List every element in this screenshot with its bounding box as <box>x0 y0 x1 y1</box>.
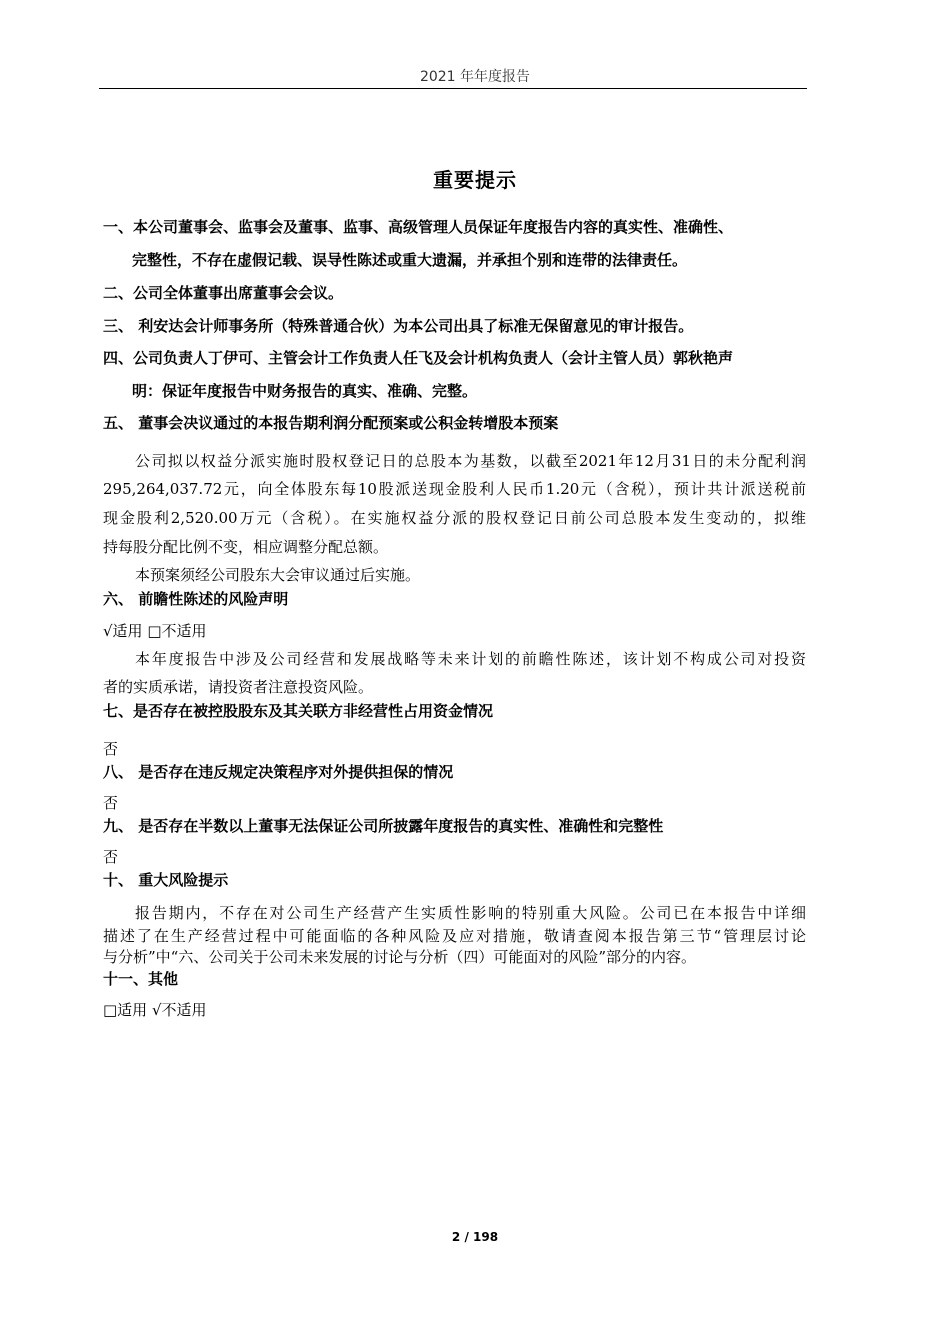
item-10-heading: 十、 重大风险提示 <box>103 871 229 889</box>
item-5-paragraph-2: 本预案须经公司股东大会审议通过后实施。 <box>135 566 421 584</box>
item-5-paragraph-line-1: 公司拟以权益分派实施时股权登记日的总股本为基数，以截至2021年12月31日的未分配利润 <box>135 452 806 470</box>
item-1-line-1: 一、本公司董事会、监事会及董事、监事、高级管理人员保证年度报告内容的真实性、准确性、 <box>103 218 734 236</box>
item-3: 三、 利安达会计师事务所（特殊普通合伙）为本公司出具了标准无保留意见的审计报告。 <box>103 317 694 335</box>
item-10-paragraph-line-3: 与分析”中“六、公司关于公司未来发展的讨论与分析（四）可能面对的风险”部分的内容。 <box>103 948 697 966</box>
item-11-applicability: □适用 √不适用 <box>103 1001 207 1019</box>
item-6-paragraph-line-1: 本年度报告中涉及公司经营和发展战略等未来计划的前瞻性陈述，该计划不构成公司对投资 <box>135 650 806 668</box>
header-divider <box>99 88 807 89</box>
item-2: 二、公司全体董事出席董事会会议。 <box>103 284 344 302</box>
page-title: 重要提示 <box>433 168 517 192</box>
item-5-heading: 五、 董事会决议通过的本报告期利润分配预案或公积金转增股本预案 <box>103 414 559 432</box>
item-5-paragraph-line-2: 295,264,037.72元，向全体股东每10股派送现金股利人民币1.20元（含税），预计共计派送税前 <box>103 480 806 498</box>
item-9-answer: 否 <box>103 848 119 866</box>
item-6-applicability: √适用 □不适用 <box>103 622 207 640</box>
item-6-heading: 六、 前瞻性陈述的风险声明 <box>103 590 289 608</box>
item-4-line-2: 明：保证年度报告中财务报告的真实、准确、完整。 <box>132 382 478 400</box>
item-9-heading: 九、 是否存在半数以上董事无法保证公司所披露年度报告的真实性、准确性和完整性 <box>103 817 664 835</box>
page-number: 2 / 198 <box>451 1230 499 1244</box>
item-8-heading: 八、 是否存在违反规定决策程序对外提供担保的情况 <box>103 763 454 781</box>
item-8-answer: 否 <box>103 794 119 812</box>
item-10-paragraph-line-2: 描述了在生产经营过程中可能面临的各种风险及应对措施，敬请查阅本报告第三节“管理层讨论 <box>103 927 806 945</box>
item-1-line-2: 完整性，不存在虚假记载、误导性陈述或重大遗漏，并承担个别和连带的法律责任。 <box>132 251 688 269</box>
item-5-paragraph-line-3: 现金股利2,520.00万元（含税）。在实施权益分派的股权登记日前公司总股本发生变动的，拟维 <box>103 509 806 527</box>
item-5-paragraph-line-4: 持每股分配比例不变，相应调整分配总额。 <box>103 538 389 556</box>
item-7-heading: 七、是否存在被控股股东及其关联方非经营性占用资金情况 <box>103 702 494 720</box>
item-6-paragraph-line-2: 者的实质承诺，请投资者注意投资风险。 <box>103 678 374 696</box>
item-10-paragraph-line-1: 报告期内，不存在对公司生产经营产生实质性影响的特别重大风险。公司已在本报告中详细 <box>135 904 806 922</box>
running-header: 2021 年年度报告 <box>419 69 531 85</box>
item-11-heading: 十一、其他 <box>103 970 179 988</box>
item-7-answer: 否 <box>103 740 119 758</box>
item-4-line-1: 四、公司负责人丁伊可、主管会计工作负责人任飞及会计机构负责人（会计主管人员）郭秋艳声 <box>103 349 734 367</box>
